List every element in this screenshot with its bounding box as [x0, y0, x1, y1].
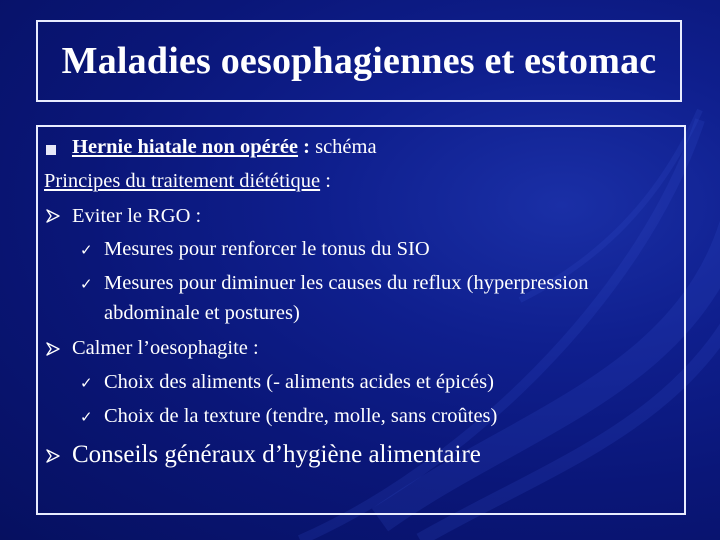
arrow-bullet-icon [46, 449, 60, 463]
check-bullet-icon: ✓ [80, 241, 93, 259]
item-eviter: Eviter le RGO : [72, 205, 202, 227]
item-mesures-reflux-line1: Mesures pour diminuer les causes du reflux (hyperpression [104, 272, 589, 294]
title-frame [36, 20, 682, 102]
item-choix-aliments: Choix des aliments (- aliments acides et épicés) [104, 371, 494, 393]
item-hernie [72, 135, 377, 159]
square-bullet-icon [46, 145, 56, 155]
item-principes [44, 169, 331, 193]
principes-suffix: : [320, 170, 331, 192]
item-mesures-reflux-line2: abdominale et postures) [104, 302, 300, 324]
content-frame [36, 125, 686, 515]
item-mesures-tonus: Mesures pour renforcer le tonus du SIO [104, 238, 430, 260]
check-bullet-icon: ✓ [80, 374, 93, 392]
hernie-schema: schéma [315, 136, 377, 158]
check-bullet-icon: ✓ [80, 275, 93, 293]
check-bullet-icon: ✓ [80, 408, 93, 426]
hernie-separator: : [298, 136, 316, 158]
item-calmer: Calmer l’oesophagite : [72, 337, 259, 359]
slide-title: Maladies oesophagiennes et estomac [61, 40, 657, 82]
item-choix-texture: Choix de la texture (tendre, molle, sans croûtes) [104, 405, 498, 427]
principes-label: Principes du traitement diététique [44, 170, 321, 192]
arrow-bullet-icon [46, 342, 60, 356]
arrow-bullet-icon [46, 209, 60, 223]
hernie-label: Hernie hiatale non opérée [72, 136, 299, 158]
item-conseils: Conseils généraux d’hygiène alimentaire [72, 441, 481, 468]
